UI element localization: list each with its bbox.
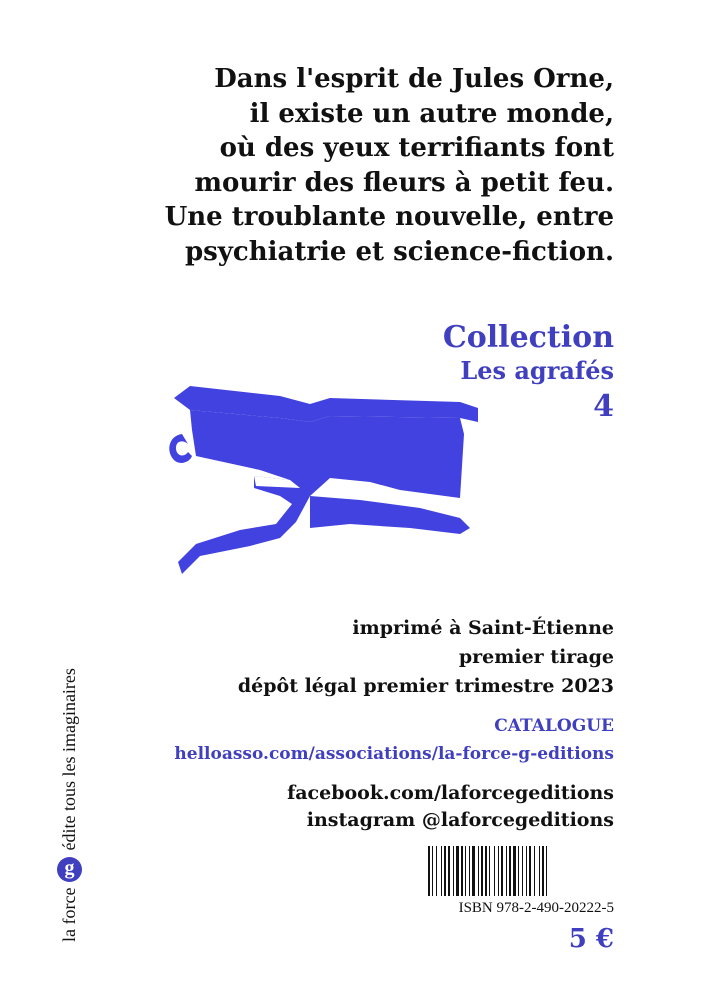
price-label: 5 € xyxy=(568,924,614,954)
collection-title: Collection xyxy=(442,320,614,355)
barcode-bar xyxy=(526,846,527,896)
barcode-bar xyxy=(546,846,547,896)
barcode-bar xyxy=(498,846,499,896)
publisher-spine xyxy=(57,668,82,942)
barcode-bar xyxy=(513,846,516,896)
colophon xyxy=(238,614,614,701)
barcode-bar xyxy=(522,846,523,896)
barcode-bar xyxy=(461,846,463,896)
barcode-bar xyxy=(453,846,454,896)
collection-name: Les agrafés xyxy=(460,356,614,385)
barcode-bar xyxy=(534,846,535,896)
barcode-bar xyxy=(485,846,487,896)
publisher-tagline: édite tous les imaginaires xyxy=(59,668,79,851)
blurb-line: Une troublante nouvelle, entre xyxy=(164,202,614,232)
barcode-bar xyxy=(436,846,437,896)
barcode-bar xyxy=(456,846,459,896)
blurb-line: où des yeux terrifiants font xyxy=(219,133,614,163)
isbn-number: ISBN 978-2-490-20222-5 xyxy=(458,900,614,916)
barcode-bar xyxy=(494,846,495,896)
barcode-bar xyxy=(518,846,519,896)
barcode-bar xyxy=(472,846,475,896)
barcode-bar xyxy=(489,846,490,896)
barcode-bar xyxy=(501,846,503,896)
barcode-bar xyxy=(542,846,544,896)
barcode-bar xyxy=(465,846,466,896)
back-cover-blurb xyxy=(94,62,614,269)
blurb-line: il existe un autre monde, xyxy=(249,98,614,129)
colophon-line: premier tirage xyxy=(458,646,614,668)
barcode-bar xyxy=(506,846,507,896)
blurb-line: psychiatrie et science-fiction. xyxy=(184,236,614,267)
social-links xyxy=(287,780,614,834)
barcode-bar xyxy=(481,846,483,896)
stapler-icon xyxy=(160,378,490,578)
barcode-bar xyxy=(441,846,442,896)
blurb-line: Dans l'esprit de Jules Orne, xyxy=(214,64,614,94)
catalogue-link[interactable]: helloasso.com/associations/la-force-g-editions xyxy=(174,744,614,764)
barcode-bar xyxy=(478,846,479,896)
blurb-line: mourir des fleurs à petit feu. xyxy=(194,167,614,198)
collection-number: 4 xyxy=(593,389,614,424)
barcode-bar xyxy=(509,846,511,896)
facebook-link[interactable]: facebook.com/laforcegeditions xyxy=(287,782,614,804)
barcode-bar xyxy=(529,846,531,896)
colophon-line: dépôt légal premier trimestre 2023 xyxy=(237,675,614,697)
barcode-bar xyxy=(428,846,430,896)
barcode-bar xyxy=(539,846,540,896)
catalogue-label: CATALOGUE xyxy=(494,716,614,736)
barcode-bar xyxy=(444,846,446,896)
instagram-link[interactable]: instagram @laforcegeditions xyxy=(306,809,614,831)
barcode-icon xyxy=(428,846,614,896)
publisher-prefix: la force xyxy=(59,887,79,942)
publisher-logo-icon: g xyxy=(57,857,82,882)
barcode-bar xyxy=(448,846,450,896)
colophon-line: imprimé à Saint-Étienne xyxy=(352,617,614,639)
barcode-bar xyxy=(469,846,470,896)
barcode-bar xyxy=(432,846,433,896)
